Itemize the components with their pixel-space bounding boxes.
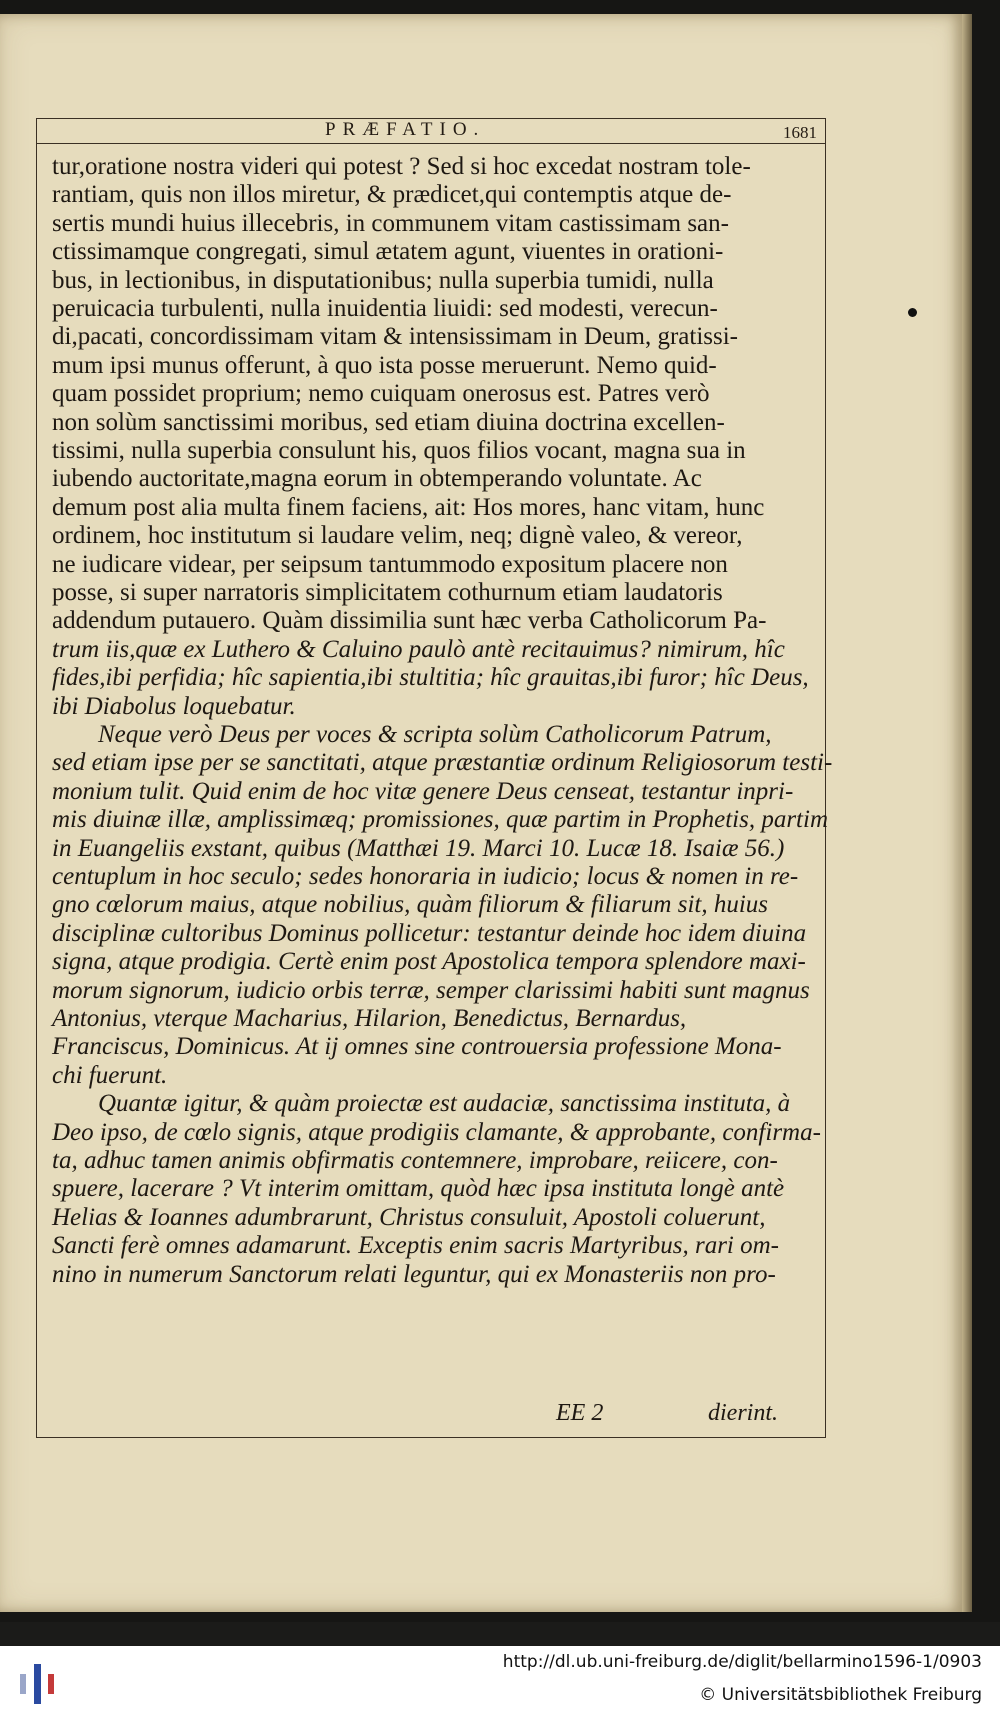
signature-mark: EE 2	[556, 1400, 604, 1426]
running-head	[37, 119, 825, 144]
text-line: di,pacati, concordissimam vitam & intensissimam in Deum, gratissi-	[52, 323, 738, 351]
text-line: Quantæ igitur, & quàm proiectæ est audaciæ, sanctissima instituta, à	[98, 1090, 791, 1118]
text-line: ne iudicare videar, per seipsum tantummodo expositum placere non	[52, 550, 728, 578]
text-line: monium tulit. Quid enim de hoc vitæ genere Deus censeat, testantur inpri-	[52, 777, 794, 805]
text-line: in Euangeliis exstant, quibus (Matthæi 19. Marci 10. Lucæ 18. Isaiæ 56.)	[52, 834, 785, 862]
text-line: spuere, lacerare ? Vt interim omittam, quòd hæc ipsa instituta longè antè	[52, 1175, 785, 1203]
text-line: chi fuerunt.	[52, 1061, 168, 1089]
document-url-link[interactable]: http://dl.ub.uni-freiburg.de/diglit/bellarmino1596-1/0903	[502, 1652, 982, 1672]
text-line: iubendo auctoritate,magna eorum in obtemperando voluntate. Ac	[52, 465, 702, 493]
text-line: trum iis,quæ ex Luthero & Caluino paulò antè recitauimus? nimirum, hîc	[52, 635, 785, 663]
text-line: Helias & Ioannes adumbrarunt, Christus consuluit, Apostoli coluerunt,	[52, 1203, 766, 1231]
text-line: Neque verò Deus per voces & scripta solùm Catholicorum Patrum,	[98, 721, 772, 748]
text-line: ordinem, hoc institutum si laudare velim, neq; dignè valeo, & vereor,	[52, 522, 743, 550]
text-line: sed etiam ipse per se sanctitati, atque præstantiæ ordinum Religiosorum testi-	[52, 749, 833, 777]
text-line: disciplinæ cultoribus Dominus pollicetur: testantur deinde hoc idem diuina	[52, 919, 807, 947]
text-line: nino in numerum Sanctorum relati leguntur, qui ex Monasteriis non pro-	[52, 1260, 776, 1288]
text-line: mis diuinæ illæ, amplissimæq; promissiones, quæ partim in Prophetis, partim	[52, 806, 829, 834]
ink-spot	[908, 308, 917, 317]
text-line: addendum putauero. Quàm dissimilia sunt hæc verba Catholicorum Pa-	[52, 607, 767, 635]
page-edge	[962, 14, 972, 1612]
text-line: non solùm sanctissimi moribus, sed etiam diuina doctrina excellen-	[52, 408, 725, 436]
text-line: gno cœlorum maius, atque nobilius, quàm filiorum & filiarum sit, huius	[52, 891, 769, 919]
text-line: Sancti ferè omnes adamarunt. Exceptis enim sacris Martyribus, rari om-	[52, 1232, 780, 1260]
text-line: mum ipsi munus offerunt, à quo ista posse meruerunt. Nemo quid-	[52, 351, 717, 379]
text-line: fides,ibi perfidia; hîc sapientia,ibi stultitia; hîc grauitas,ibi furor; hîc Deus,	[52, 664, 809, 692]
library-logo-icon	[14, 1660, 62, 1708]
text-line: rantiam, quis non illos miretur, & prædicet,qui contemptis atque de-	[52, 181, 732, 209]
text-line: tur,oratione nostra videri qui potest ? Sed si hoc excedat nostram tole-	[52, 153, 751, 180]
copyright-text: © Universitätsbibliothek Freiburg	[699, 1685, 982, 1705]
text-line: tissimi, nulla superbia consulunt his, quos filios vocant, magna sua in	[52, 437, 746, 464]
text-line: signa, atque prodigia. Certè enim post Apostolica tempora splendore maxi-	[52, 948, 806, 976]
page-number: 1681	[783, 123, 817, 142]
text-line: sertis mundi huius illecebris, in communem vitam castissimam san-	[52, 209, 729, 237]
text-line: Antonius, vterque Macharius, Hilarion, Benedictus, Bernardus,	[52, 1005, 687, 1032]
text-line: centuplum in hoc seculo; sedes honoraria in iudicio; locus & nomen in re-	[52, 863, 799, 890]
text-line: ibi Diabolus loquebatur.	[52, 692, 296, 720]
page-footer	[36, 1390, 826, 1430]
text-line: morum signorum, iudicio orbis terræ, semper clarissimi habiti sunt magnus	[52, 976, 810, 1004]
text-line: posse, si super narratoris simplicitatem cothurnum etiam laudatoris	[52, 579, 723, 606]
text-line: demum post alia multa finem faciens, ait: Hos mores, hanc vitam, hunc	[52, 493, 765, 521]
text-line: quam possidet proprium; nemo cuiquam onerosus est. Patres verò	[52, 380, 710, 408]
text-line: Franciscus, Dominicus. At ij omnes sine controuersia professione Mona-	[52, 1033, 782, 1061]
catchword: dierint.	[708, 1400, 778, 1426]
text-line: ctissimamque congregati, simul ætatem agunt, viuentes in orationi-	[52, 238, 724, 266]
text-line: Deo ipso, de cœlo signis, atque prodigiis clamante, & approbante, confirma-	[52, 1118, 821, 1146]
text-line: ta, adhuc tamen animis obfirmatis contemnere, improbare, reiicere, con-	[52, 1147, 778, 1174]
text-line: bus, in lectionibus, in disputationibus; nulla superbia tumidi, nulla	[52, 266, 714, 294]
text-line: peruicacia turbulenti, nulla inuidentia liuidi: sed modesti, verecun-	[52, 295, 718, 322]
running-title: PRÆFATIO.	[325, 119, 486, 140]
